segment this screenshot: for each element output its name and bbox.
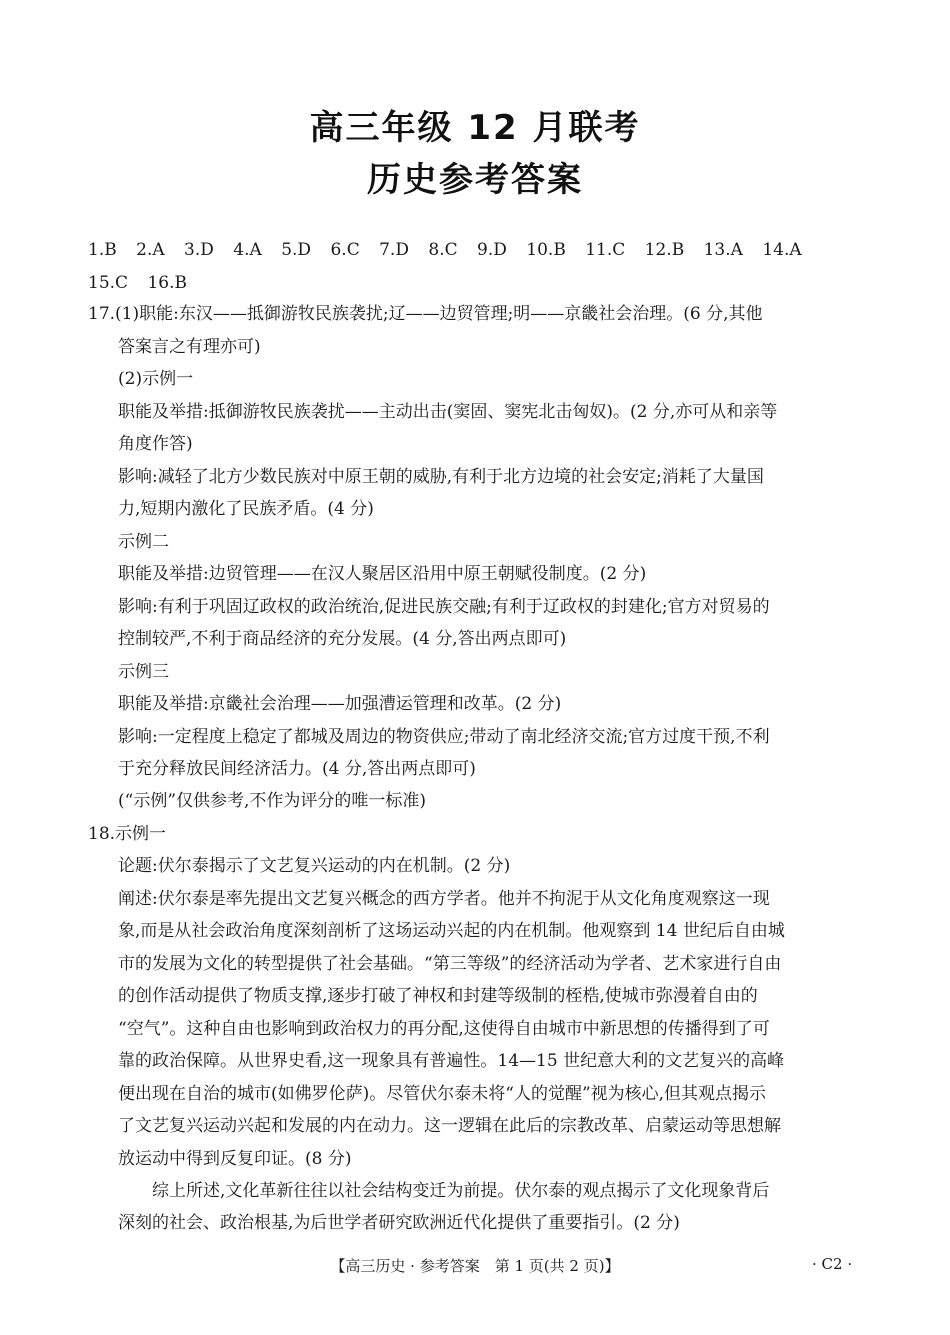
q18-summary-line: 深刻的社会、政治根基,为后世学者研究欧洲近代化提供了重要指引。(2 分) [118,1213,680,1233]
q17-line: (“示例”仅供参考,不作为评分的唯一标准) [118,791,427,811]
q17-line: 力,短期内激化了民族矛盾。(4 分) [118,499,374,519]
q17-line: 影响:有利于巩固辽政权的政治统治,促进民族交融;有利于辽政权的封建化;官方对贸易的 [118,597,770,617]
q18-line: 放运动中得到反复印证。(8 分) [118,1149,352,1169]
page-code: · C2 · [812,1255,853,1273]
q18-line: “空气”。这种自由也影响到政治权力的再分配,这使得自由城市中新思想的传播得到了可 [118,1019,770,1039]
q18-line: 了文艺复兴运动兴起和发展的内在动力。这一逻辑在此后的宗教改革、启蒙运动等思想解 [118,1116,781,1136]
answer-item: 8.C [428,240,458,260]
q17-line: 示例二 [118,532,169,552]
q17-line: 于充分释放民间经济活力。(4 分,答出两点即可) [118,759,476,779]
q18-line: 市的发展为文化的转型提供了社会基础。“第三等级”的经济活动为学者、艺术家进行自由 [118,954,782,974]
q17-line: 角度作答) [118,434,193,454]
answer-item: 14.A [762,240,802,260]
page-title: 高三年级 12 月联考 [309,108,641,148]
q17-line: 影响:一定程度上稳定了都城及周边的物资供应;带动了南北经济交流;官方过度干预,不利 [118,727,770,747]
answer-item: 10.B [526,240,566,260]
q18-line: 便出现在自治的城市(如佛罗伦萨)。尽管伏尔泰未将“人的觉醒”视为核心,但其观点揭示 [118,1084,767,1104]
q17-line: 职能及举措:京畿社会治理——加强漕运管理和改革。(2 分) [118,694,562,714]
answer-item: 3.D [184,240,214,260]
q17-line: 职能及举措:边贸管理——在汉人聚居区沿用中原王朝赋役制度。(2 分) [118,564,647,584]
q17-line: (2)示例一 [118,369,194,389]
answer-item: 12.B [644,240,685,260]
q18-line: 靠的政治保障。从世界史看,这一现象具有普遍性。14—15 世纪意大利的文艺复兴的高峰 [118,1051,785,1071]
answer-item: 16.B [147,273,187,293]
page-subtitle: 历史参考答案 [367,160,583,200]
answer-item: 4.A [233,240,262,260]
q18-line: 的创作活动提供了物质支撑,逐步打破了神权和封建等级制的桎梏,使城市弥漫着自由的 [118,986,758,1006]
choice-answers-row1 [88,238,878,262]
q18-line: 象,而是从社会政治角度深刻剖析了这场运动兴起的内在机制。他观察到 14 世纪后自由城 [118,921,785,941]
q17-line: 17.(1)职能:东汉——抵御游牧民族袭扰;辽——边贸管理;明——京畿社会治理。(6 分,其他 [88,304,763,324]
q17-line: 控制较严,不利于商品经济的充分发展。(4 分,答出两点即可) [118,629,567,649]
answer-item: 5.D [281,240,312,260]
page-footer: 【高三历史 · 参考答案 第 1 页(共 2 页)】 [330,1257,620,1275]
q17-line: 职能及举措:抵御游牧民族袭扰——主动出击(窦固、窦宪北击匈奴)。(2 分,亦可从和亲等 [118,402,778,422]
answer-item: 11.C [585,240,626,260]
q17-line: 影响:减轻了北方少数民族对中原王朝的威胁,有利于北方边境的社会安定;消耗了大量国 [118,467,764,487]
q18-summary-line: 综上所述,文化革新往往以社会结构变迁为前提。伏尔泰的观点揭示了文化现象背后 [152,1181,770,1201]
answer-item: 6.C [330,240,360,260]
answer-item: 1.B [88,240,117,260]
answer-item: 13.A [703,240,743,260]
answer-item: 7.D [379,240,409,260]
q17-line: 答案言之有理亦可) [118,337,261,357]
q18-line: 论题:伏尔泰揭示了文艺复兴运动的内在机制。(2 分) [118,856,511,876]
answer-item: 15.C [88,273,129,293]
choice-answers-row2 [88,271,201,295]
answer-item: 2.A [136,240,165,260]
q17-line: 示例三 [118,662,169,682]
q18-line: 阐述:伏尔泰是率先提出文艺复兴概念的西方学者。他并不拘泥于从文化角度观察这一现 [118,889,770,909]
answer-item: 9.D [477,240,507,260]
q18-line: 18.示例一 [88,824,167,844]
